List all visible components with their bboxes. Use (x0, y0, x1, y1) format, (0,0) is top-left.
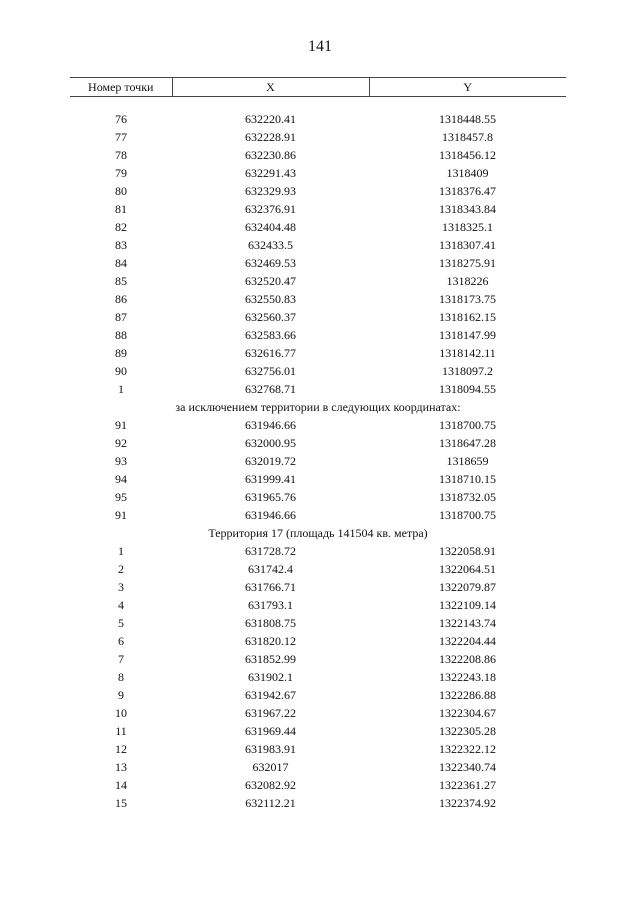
table-row (70, 722, 566, 740)
table-row (70, 254, 566, 272)
y-coordinate-cell: 1318647.28 (439, 436, 496, 450)
table-row (70, 110, 566, 128)
x-coordinate-cell: 632376.91 (245, 202, 296, 216)
y-coordinate-cell: 1318710.15 (439, 472, 496, 486)
y-coordinate-cell: 1318173.75 (439, 292, 496, 306)
table-row (70, 668, 566, 686)
y-coordinate-cell: 1318457.8 (442, 130, 493, 144)
point-number-cell: 84 (115, 256, 127, 270)
x-coordinate-cell: 631820.12 (245, 634, 296, 648)
table-header-row (70, 78, 566, 97)
x-coordinate-cell: 632469.53 (245, 256, 296, 270)
x-coordinate-cell: 631969.44 (245, 724, 296, 738)
point-number-cell: 94 (115, 472, 127, 486)
x-coordinate-cell: 632017 (252, 760, 289, 774)
table-row (70, 794, 566, 812)
table-row (70, 380, 566, 398)
x-coordinate-cell: 631742.4 (248, 562, 293, 576)
x-coordinate-cell: 632230.86 (245, 148, 296, 162)
table-row (70, 560, 566, 578)
y-coordinate-cell: 1318097.2 (442, 364, 493, 378)
x-coordinate-cell: 632560.37 (245, 310, 296, 324)
table-row (70, 290, 566, 308)
point-number-cell: 91 (115, 418, 127, 432)
table-row (70, 218, 566, 236)
point-number-cell: 8 (118, 670, 124, 684)
point-number-cell: 6 (118, 634, 124, 648)
table-row (70, 632, 566, 650)
table-row (70, 758, 566, 776)
point-number-cell: 15 (115, 796, 127, 810)
y-coordinate-cell: 1318456.12 (439, 148, 496, 162)
point-number-cell: 77 (115, 130, 127, 144)
y-coordinate-cell: 1318226 (446, 274, 489, 288)
y-coordinate-cell: 1318409 (446, 166, 489, 180)
point-number-cell: 76 (115, 112, 127, 126)
y-coordinate-cell: 1318659 (446, 454, 489, 468)
point-number-cell: 2 (118, 562, 124, 576)
y-coordinate-cell: 1322208.86 (439, 652, 496, 666)
table-row (70, 308, 566, 326)
point-number-cell: 78 (115, 148, 127, 162)
header-x: X (172, 78, 369, 97)
point-number-cell: 80 (115, 184, 127, 198)
y-coordinate-cell: 1318700.75 (439, 508, 496, 522)
table-row (70, 470, 566, 488)
y-coordinate-cell: 1322058.91 (439, 544, 496, 558)
point-number-cell: 7 (118, 652, 124, 666)
x-coordinate-cell: 632583.66 (245, 328, 296, 342)
point-number-cell: 5 (118, 616, 124, 630)
table-body (70, 97, 566, 813)
table-row (70, 128, 566, 146)
table-row (70, 236, 566, 254)
y-coordinate-cell: 1318376.47 (439, 184, 496, 198)
point-number-cell: 89 (115, 346, 127, 360)
x-coordinate-cell: 632756.01 (245, 364, 296, 378)
point-number-cell: 1 (118, 544, 124, 558)
point-number-cell: 12 (115, 742, 127, 756)
y-coordinate-cell: 1322079.87 (439, 580, 496, 594)
point-number-cell: 90 (115, 364, 127, 378)
point-number-cell: 95 (115, 490, 127, 504)
y-coordinate-cell: 1318142.11 (439, 346, 496, 360)
x-coordinate-cell: 632019.72 (245, 454, 296, 468)
point-number-cell: 13 (115, 760, 127, 774)
x-coordinate-cell: 632329.93 (245, 184, 296, 198)
x-coordinate-cell: 631808.75 (245, 616, 296, 630)
table-row (70, 578, 566, 596)
y-coordinate-cell: 1318700.75 (439, 418, 496, 432)
x-coordinate-cell: 632291.43 (245, 166, 296, 180)
y-coordinate-cell: 1322109.14 (439, 598, 496, 612)
table-row (70, 650, 566, 668)
header-y: Y (369, 78, 566, 97)
x-coordinate-cell: 631793.1 (248, 598, 293, 612)
point-number-cell: 1 (118, 382, 124, 396)
x-coordinate-cell: 631983.91 (245, 742, 296, 756)
x-coordinate-cell: 632768.71 (245, 382, 296, 396)
y-coordinate-cell: 1318147.99 (439, 328, 496, 342)
x-coordinate-cell: 632433.5 (248, 238, 293, 252)
point-number-cell: 10 (115, 706, 127, 720)
y-coordinate-cell: 1322322.12 (439, 742, 496, 756)
y-coordinate-cell: 1322286.88 (439, 688, 496, 702)
section-heading: Территория 17 (площадь 141504 кв. метра) (208, 526, 428, 540)
x-coordinate-cell: 632520.47 (245, 274, 296, 288)
table-row (70, 344, 566, 362)
x-coordinate-cell: 631902.1 (248, 670, 293, 684)
table-row (70, 506, 566, 524)
point-number-cell: 92 (115, 436, 127, 450)
coordinates-table (70, 77, 566, 812)
point-number-cell: 85 (115, 274, 127, 288)
y-coordinate-cell: 1322305.28 (439, 724, 496, 738)
x-coordinate-cell: 632082.92 (245, 778, 296, 792)
header-spacer (70, 97, 566, 111)
table-row (70, 416, 566, 434)
table-row (70, 704, 566, 722)
point-number-cell: 86 (115, 292, 127, 306)
point-number-cell: 81 (115, 202, 127, 216)
x-coordinate-cell: 632616.77 (245, 346, 296, 360)
y-coordinate-cell: 1322304.67 (439, 706, 496, 720)
x-coordinate-cell: 631766.71 (245, 580, 296, 594)
point-number-cell: 4 (118, 598, 124, 612)
x-coordinate-cell: 631942.67 (245, 688, 296, 702)
table-row (70, 614, 566, 632)
x-coordinate-cell: 632228.91 (245, 130, 296, 144)
table-row (70, 182, 566, 200)
y-coordinate-cell: 1322204.44 (439, 634, 496, 648)
point-number-cell: 88 (115, 328, 127, 342)
table-row (70, 542, 566, 560)
table-row (70, 776, 566, 794)
y-coordinate-cell: 1322361.27 (439, 778, 496, 792)
x-coordinate-cell: 632000.95 (245, 436, 296, 450)
section-heading-row (70, 398, 566, 416)
table-row (70, 200, 566, 218)
y-coordinate-cell: 1318094.55 (439, 382, 496, 396)
point-number-cell: 93 (115, 454, 127, 468)
x-coordinate-cell: 631946.66 (245, 508, 296, 522)
x-coordinate-cell: 631967.22 (245, 706, 296, 720)
y-coordinate-cell: 1318325.1 (442, 220, 493, 234)
section-heading: за исключением территории в следующих координатах: (175, 400, 461, 414)
point-number-cell: 9 (118, 688, 124, 702)
x-coordinate-cell: 631946.66 (245, 418, 296, 432)
y-coordinate-cell: 1322143.74 (439, 616, 496, 630)
y-coordinate-cell: 1318162.15 (439, 310, 496, 324)
point-number-cell: 91 (115, 508, 127, 522)
table-row (70, 434, 566, 452)
point-number-cell: 82 (115, 220, 127, 234)
point-number-cell: 87 (115, 310, 127, 324)
x-coordinate-cell: 632112.21 (245, 796, 296, 810)
table-row (70, 326, 566, 344)
point-number-cell: 3 (118, 580, 124, 594)
section-heading-row (70, 524, 566, 542)
header-point-number: Номер точки (70, 78, 172, 97)
x-coordinate-cell: 631965.76 (245, 490, 296, 504)
x-coordinate-cell: 632404.48 (245, 220, 296, 234)
point-number-cell: 11 (115, 724, 127, 738)
page-number: 141 (308, 38, 332, 55)
table-row (70, 596, 566, 614)
point-number-cell: 79 (115, 166, 127, 180)
x-coordinate-cell: 631852.99 (245, 652, 296, 666)
y-coordinate-cell: 1318343.84 (439, 202, 496, 216)
x-coordinate-cell: 631728.72 (245, 544, 296, 558)
point-number-cell: 83 (115, 238, 127, 252)
table-row (70, 488, 566, 506)
x-coordinate-cell: 631999.41 (245, 472, 296, 486)
x-coordinate-cell: 632550.83 (245, 292, 296, 306)
y-coordinate-cell: 1322374.92 (439, 796, 496, 810)
y-coordinate-cell: 1318732.05 (439, 490, 496, 504)
table-row (70, 740, 566, 758)
table-row (70, 164, 566, 182)
y-coordinate-cell: 1322340.74 (439, 760, 496, 774)
point-number-cell: 14 (115, 778, 127, 792)
y-coordinate-cell: 1318448.55 (439, 112, 496, 126)
table-row (70, 362, 566, 380)
y-coordinate-cell: 1318275.91 (439, 256, 496, 270)
y-coordinate-cell: 1322243.18 (439, 670, 496, 684)
table-row (70, 452, 566, 470)
x-coordinate-cell: 632220.41 (245, 112, 296, 126)
table-row (70, 686, 566, 704)
y-coordinate-cell: 1318307.41 (439, 238, 496, 252)
table-row (70, 272, 566, 290)
y-coordinate-cell: 1322064.51 (439, 562, 496, 576)
table-row (70, 146, 566, 164)
